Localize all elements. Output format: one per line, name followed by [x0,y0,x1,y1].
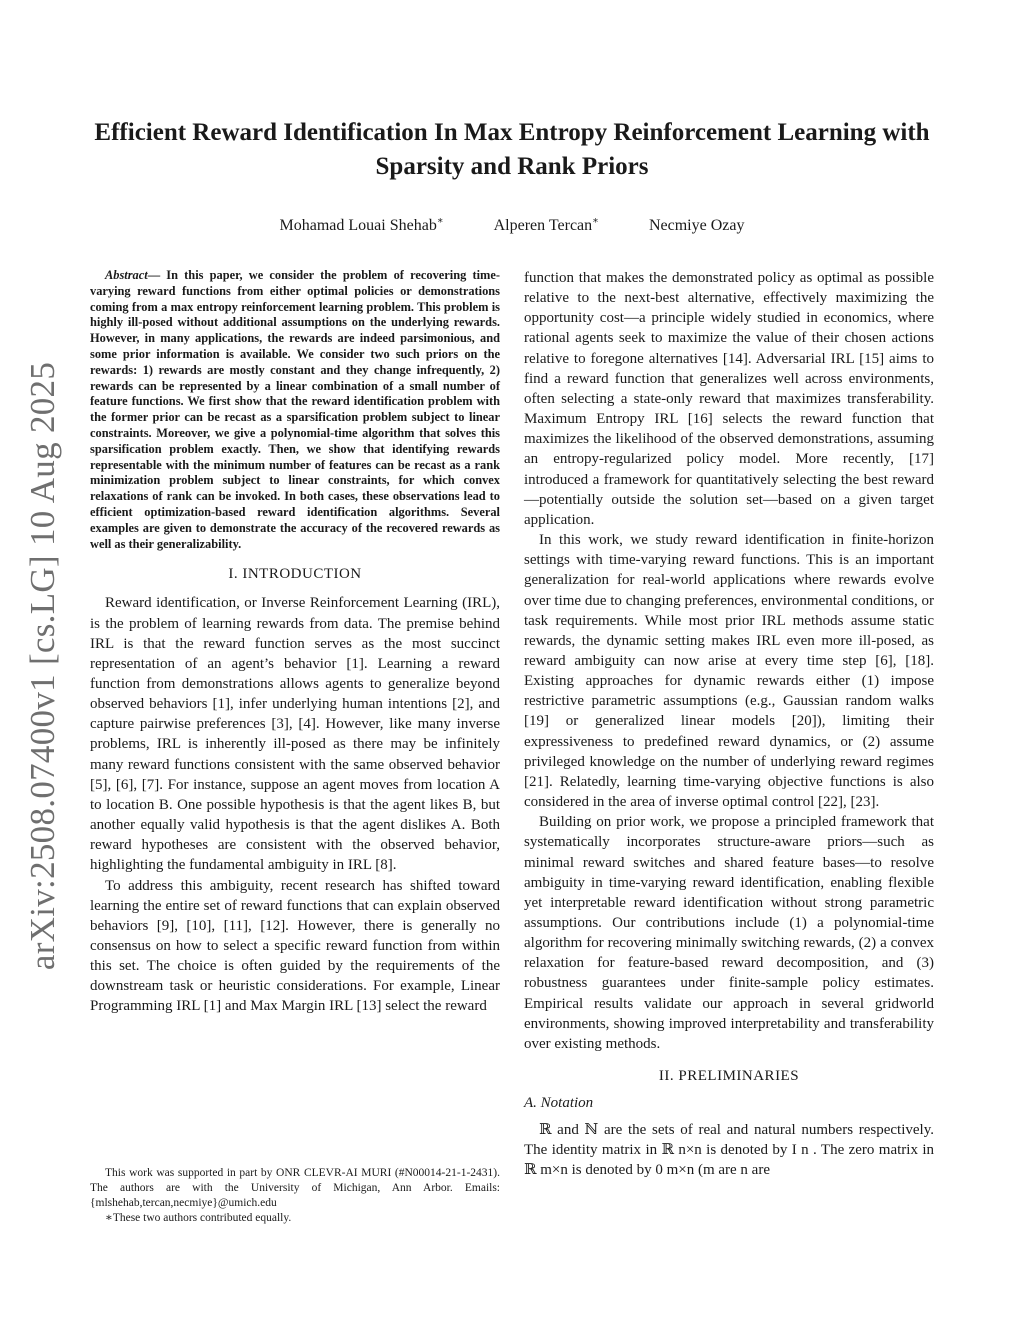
subsection-heading-notation: A. Notation [524,1095,594,1112]
arxiv-identifier-stamp [14,361,72,971]
author-1 [280,217,444,234]
intro-paragraph-4: In this work, we study reward identification in finite-horizon settings with time-varying reward functions. This is an important generalization for real-world applications where rewards evolve over time due to changing preferences, environmental conditions, or task requirements. While most prior IRL methods assume static rewards, the dynamic setting makes IRL even more ill-posed, as reward ambiguity can now arise at every time step [6], [18]. Existing approaches for dynamic rewards either (1) impose restrictive parametric assumptions (e.g., Gaussian random walks [19] or generalized linear models [20]), limiting their expressiveness to predefined reward dynamics, or (2) assume privileged knowledge on the number of underlying reward regimes [21]. Relatedly, learning time-varying objective functions is also considered in the area of inverse optimal control [22], [23]. [524,532,934,811]
left-column [90,268,500,1017]
intro-paragraph-1: Reward identification, or Inverse Reinforcement Learning (IRL), is the problem of learning rewards from data. The premise behind IRL is that the reward function serves as the most succinct representation of an agent’s behavior [1]. Learning a reward function from demonstrations allows agents to generalize beyond observed behaviors [1], infer underlying human intentions [2], and capture pairwise preferences [3], [4]. However, like many inverse problems, IRL is inherently ill-posed as there may be infinitely many reward functions consistent with the same observed behavior [5], [6], [7]. For instance, suppose an agent moves from location A to location B. One possible hypothesis is that the agent likes B, but another equally valid hypothesis is that the agent dislikes A. Both reward hypotheses are consistent with the observed behavior, highlighting the fundamental ambiguity in IRL [8]. [90,595,500,874]
author-2-mark: ∗ [592,216,599,227]
author-1-mark: ∗ [436,216,444,227]
abstract-label: Abstract [105,268,148,282]
author-list [90,211,934,237]
intro-paragraph-2: To address this ambiguity, recent research has shifted toward learning the entire set of reward functions that can explain observed behaviors [9], [10], [11], [12]. However, there is generally no consensus on how to select a specific reward function from within this set. The choice is often guided by the requirements of the downstream task or heuristic considerations. For example, Linear Programming IRL [1] and Max Margin IRL [13] select the reward [90,877,500,1015]
abstract [90,268,500,552]
abstract-text: — In this paper, we consider the problem of recovering time-varying reward functions from either optimal policies or demonstrations coming from a max entropy reinforcement learning problem. This problem is highly ill-posed without additional assumptions on the underlying rewards. However, in many applications, the rewards are indeed parsimonious, and some prior information is available. We consider two such priors on the rewards: 1) rewards are mostly constant and they change infrequently, 2) rewards can be represented by a linear combination of a small number of feature functions. We first show that the reward identification problem with the former prior can be recast as a sparsification problem subject to linear constraints. Moreover, we give a polynomial-time algorithm that solves this sparsification problem exactly. Then, we show that identifying rewards representable with the minimum number of features can be recast as a rank minimization problem subject to linear constraints, for which convex relaxations of rank can be invoked. In both cases, these observations lead to efficient optimization-based reward identification algorithms. Several examples are given to demonstrate the accuracy of the recovered rewards as well as their generalizability. [90,268,500,551]
paper-title: Efficient Reward Identification In Max Entropy Reinforcement Learning with Sparsity and Rank Priors [94,119,930,180]
footnote-block [90,1166,500,1226]
author-2-name: Alperen Tercan [493,217,593,235]
author-2 [494,217,599,234]
author-3-name: Necmiye Ozay [648,217,745,235]
notation-paragraph: ℝ and ℕ are the sets of real and natural numbers respectively. The identity matrix in ℝ n×n is denoted by I n . The zero matrix in ℝ m×n is denoted by 0 m×n (m are n are [524,1122,934,1179]
equal-contribution-footnote: ∗These two authors contributed equally. [105,1212,292,1224]
author-1-name: Mohamad Louai Shehab [279,217,437,235]
funding-footnote: This work was supported in part by ONR CLEVR-AI MURI (#N00014-21-1-2431). The authors are with the University of Michigan, Ann Arbor. Emails: {mlshehab,tercan,necmiye}@umich.edu [90,1167,500,1209]
right-column [524,268,934,1181]
section-heading-introduction: I. INTRODUCTION [228,566,362,583]
intro-paragraph-3: function that makes the demonstrated policy as optimal as possible relative to the next-best alternative, effectively maximizing the opportunity cost—a principle widely studied in economics, where rational agents seek to maximize the value of their chosen actions relative to foregone alternatives [14]. Adversarial IRL [15] aims to find a reward function that generalizes well across environments, often selecting a state-only reward that maximizes transferability. Maximum Entropy IRL [16] selects the reward function that maximizes the likelihood of the observed demonstrations, assuming an entropy-regularized policy model. More recently, [17] introduced a framework for quantitatively selecting the best reward—potentially outside the solution set—based on a given target application. [524,270,934,528]
arxiv-identifier-text: arXiv:2508.07400v1 [cs.LG] 10 Aug 2025 [23,361,62,971]
section-heading-preliminaries: II. PRELIMINARIES [658,1068,800,1085]
intro-paragraph-5: Building on prior work, we propose a principled framework that systematically incorporates structure-aware priors—such as minimal reward switches and shared feature bases—to resolve ambiguity in time-varying reward identification, enabling flexible yet interpretable reward identification without strong parametric assumptions. Our contributions include (1) a polynomial-time algorithm for recovering minimally switching rewards, (2) a convex relaxation for feature-based reward decomposition, and (3) robustness guarantees under finite-sample policy estimates. Empirical results validate our approach in several gridworld environments, showing improved interpretability and transferability over existing methods. [524,814,934,1052]
author-3 [649,217,745,234]
